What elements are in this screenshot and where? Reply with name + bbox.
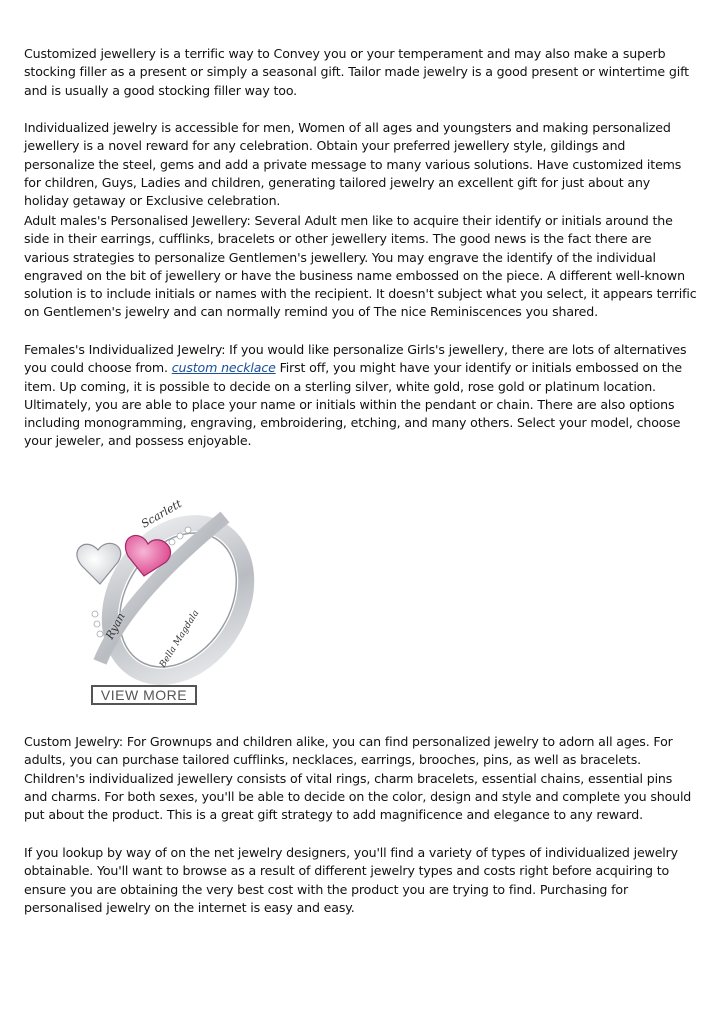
paragraph-womens-text-before: Females's Individualized Jewelry: If you would like personalize Girls's jewellery, there are lots of alternatives you could choose from.: [24, 342, 687, 376]
custom-necklace-link[interactable]: custom necklace: [171, 360, 276, 376]
paragraph-custom-jewelry: Custom Jewelry: For Grownups and children alike, you can find personalized jewelry to adorn all ages. For adults, you can purchase tailored cufflinks, necklaces, earrings, brooches, pins, as well as bracelets. Children's individualized jewellery consists of vital rings, charm bracelets, essential chains, essential pins and charms. For both sexes, you'll be able to decide on the color, design and style and complete you should put about the product. This is a great gift strategy to add magnificence and elegance to any reward.: [24, 734, 692, 823]
paragraph-womens-jewelry: [24, 341, 698, 451]
engraving-left: Ryan: [103, 610, 128, 642]
ring-illustration: [60, 492, 260, 712]
paragraph-intro: Customized jewellery is a terrific way to Convey you or your temperament and may also make a superb stocking filler as a present or simply a seasonal gift. Tailor made jewelry is a good present or wintertime gift and is usually a good stocking filler way too.: [24, 46, 689, 98]
view-more-button[interactable]: VIEW MORE: [91, 685, 197, 705]
ring-product-image[interactable]: [60, 492, 260, 712]
paragraph-womens-text-after: First off, you might have your identify or initials embossed on the item. Up coming, it is possible to decide on a sterling silver, white gold, rose gold or platinum location. Ultimately, you are able to place your name or initials within the pendant or chain. There are also options including monogramming, engraving, embroidering, etching, and many others. Select your model, choose your jeweler, and possess enjoyable.: [24, 360, 683, 449]
engraving-top: Scarlett: [139, 497, 184, 531]
paragraph-individualized: Individualized jewelry is accessible for men, Women of all ages and youngsters and making personalized jewellery is a novel reward for any celebration. Obtain your preferred jewellery style, gildings and personalize the steel, gems and add a private message to many various solutions. Have customized items for children, Guys, Ladies and children, generating tailored jewelry an excellent gift for just about any holiday getaway or Exclusive celebration.: [24, 120, 682, 209]
paragraph-online-designers: If you lookup by way of on the net jewelry designers, you'll find a variety of types of individualized jewelry obtainable. You'll want to browse as a result of different jewelry types and costs right before acquiring to ensure you are obtaining the very best cost with the product you are trying to find. Purchasing for personalised jewelry on the internet is easy and easy.: [24, 845, 678, 915]
paragraph-mens-jewellery: Adult males's Personalised Jewellery: Several Adult men like to acquire their identify or initials around the side in their earrings, cufflinks, bracelets or other jewellery items. The good news is the fact there are various strategies to personalize Gentlemen's jewellery. You may engrave the identify of the individual engraved on the bit of jewellery or have the business name embossed on the piece. A different well-known solution is to include initials or names with the recipient. It doesn't subject what you select, it appears terrific on Gentlemen's jewelry and can normally remind you of The nice Reminiscences you shared.: [24, 213, 697, 320]
engraving-band: Bella Magdala: [158, 608, 202, 670]
